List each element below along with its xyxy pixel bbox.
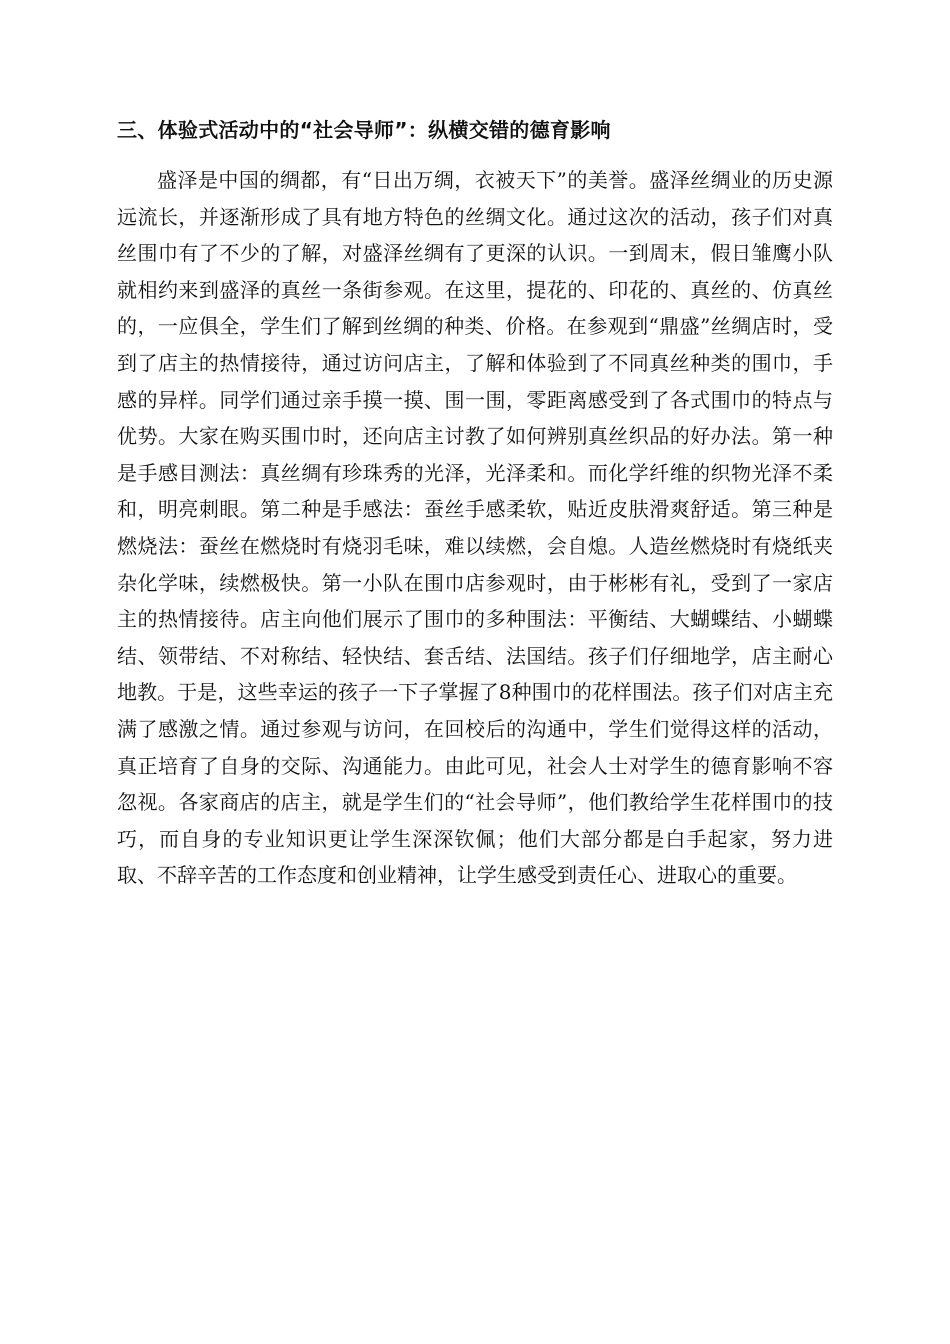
section-heading: 三、体验式活动中的“社会导师”：纵横交错的德育影响 [117, 118, 611, 142]
section-content [117, 110, 833, 894]
body-paragraph: 盛泽是中国的绸都，有“日出万绸，衣被天下”的美誉。盛泽丝绸业的历史源远流长，并逐渐形成了具有地方特色的丝绸文化。通过这次的活动，孩子们对真丝围巾有了不少的了解，对盛泽丝绸有了更深的认识。一到周末，假日雏鹰小队就相约来到盛泽的真丝一条街参观。在这里，提花的、印花的、真丝的、仿真丝的，一应俱全，学生们了解到丝绸的种类、价格。在参观到“鼎盛”丝绸店时，受到了店主的热情接待，通过访问店主，了解和体验到了不同真丝种类的围巾，手感的异样。同学们通过亲手摸一摸、围一围，零距离感受到了各式围巾的特点与优势。大家在购买围巾时，还向店主讨教了如何辨别真丝织品的好办法。第一种是手感目测法：真丝绸有珍珠秀的光泽，光泽柔和。而化学纤维的织物光泽不柔和，明亮刺眼。第二种是手感法：蚕丝手感柔软，贴近皮肤滑爽舒适。第三种是燃烧法：蚕丝在燃烧时有烧羽毛味，难以续燃，会自熄。人造丝燃烧时有烧纸夹杂化学味，续燃极快。第一小队在围巾店参观时，由于彬彬有礼，受到了一家店主的热情接待。店主向他们展示了围巾的多种围法：平衡结、大蝴蝶结、小蝴蝶结、领带结、不对称结、轻快结、套舌结、法国结。孩子们仔细地学，店主耐心地教。于是，这些幸运的孩子一下子掌握了8种围巾的花样围法。孩子们对店主充满了感激之情。通过参观与访问，在回校后的沟通中，学生们觉得这样的活动，真正培育了自身的交际、沟通能力。由此可见，社会人士对学生的德育影响不容忽视。各家商店的店主，就是学生们的“社会导师”，他们教给学生花样围巾的技巧，而自身的专业知识更让学生深深钦佩；他们大部分都是白手起家，努力进取、不辞辛苦的工作态度和创业精神，让学生感受到责任心、进取心的重要。 [117, 168, 833, 888]
